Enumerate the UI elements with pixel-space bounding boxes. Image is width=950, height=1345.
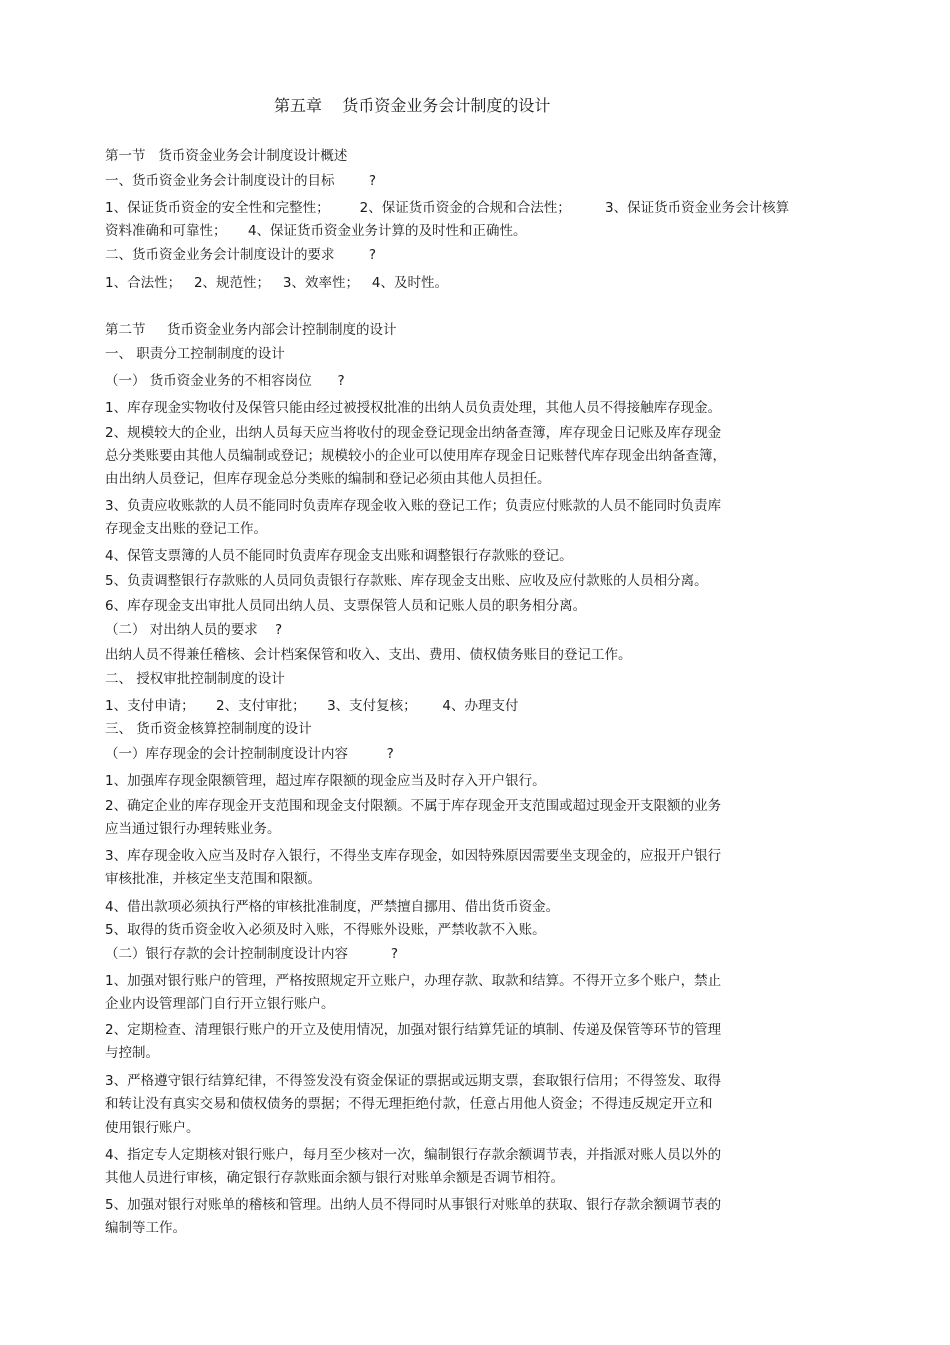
text-line: 审核批准，并核定坐支范围和限额。 — [105, 871, 321, 887]
text-line: 出纳人员不得兼任稽核、会计档案保管和收入、支出、费用、债权债务账目的登记工作。 — [105, 647, 632, 663]
subsection-heading: 三、 货币资金核算控制制度的设计 — [105, 721, 312, 737]
subsection-heading: 一、货币资金业务会计制度设计的目标 ? — [105, 173, 376, 189]
text-line: 使用银行账户。 — [105, 1120, 200, 1136]
text-line: 5、加强对银行对账单的稽核和管理。出纳人员不得同时从事银行对账单的获取、银行存款余额调节表的 — [105, 1197, 722, 1213]
text-line: 4、保管支票簿的人员不能同时负责库存现金支出账和调整银行存款账的登记。 — [105, 548, 573, 564]
subsection-heading: （二） 对出纳人员的要求 ? — [105, 622, 283, 638]
section-heading: 第二节 货币资金业务内部会计控制制度的设计 — [105, 322, 397, 338]
subsection-heading: 一、 职责分工控制制度的设计 — [105, 346, 285, 362]
text-line: 和转让没有真实交易和债权债务的票据；不得无理拒绝付款，任意占用他人资金；不得违反规定开立和 — [105, 1096, 713, 1112]
text-line: 1、保证货币资金的安全性和完整性； 2、保证货币资金的合规和合法性； 3、保证货币资金业务会计核算 — [105, 200, 790, 216]
text-line: 6、库存现金支出审批人员同出纳人员、支票保管人员和记账人员的职务相分离。 — [105, 598, 587, 614]
text-line: 其他人员进行审核，确定银行存款账面余额与银行对账单余额是否调节相符。 — [105, 1170, 564, 1186]
subsection-heading: （二）银行存款的会计控制制度设计内容 ? — [105, 946, 399, 962]
text-line: 2、定期检查、清理银行账户的开立及使用情况，加强对银行结算凭证的填制、传递及保管等环节的管理 — [105, 1022, 722, 1038]
text-line: 4、指定专人定期核对银行账户，每月至少核对一次，编制银行存款余额调节表，并指派对账人员以外的 — [105, 1147, 722, 1163]
section-heading: 第一节 货币资金业务会计制度设计概述 — [105, 148, 348, 164]
text-line: 3、库存现金收入应当及时存入银行，不得坐支库存现金，如因特殊原因需要坐支现金的，应报开户银行 — [105, 848, 722, 864]
text-line: 3、严格遵守银行结算纪律，不得签发没有资金保证的票据或远期支票，套取银行信用；不得签发、取得 — [105, 1073, 722, 1089]
text-line: 总分类账要由其他人员编制或登记；规模较小的企业可以使用库存现金日记账替代库存现金出纳备查簿， — [105, 448, 726, 464]
text-line: 1、加强对银行账户的管理，严格按照规定开立账户，办理存款、取款和结算。不得开立多个账户，禁止 — [105, 973, 722, 989]
text-line: 1、支付申请； 2、支付审批； 3、支付复核； 4、办理支付 — [105, 698, 519, 714]
text-line: 资料准确和可靠性； 4、保证货币资金业务计算的及时性和正确性。 — [105, 223, 527, 239]
text-line: 1、库存现金实物收付及保管只能由经过被授权批准的出纳人员负责处理，其他人员不得接触库存现金。 — [105, 400, 722, 416]
text-line: 1、加强库存现金限额管理，超过库存限额的现金应当及时存入开户银行。 — [105, 773, 546, 789]
text-line: 3、负责应收账款的人员不能同时负责库存现金收入账的登记工作；负责应付账款的人员不能同时负责库 — [105, 498, 722, 514]
text-line: 与控制。 — [105, 1045, 159, 1061]
subsection-heading: 二、 授权审批控制制度的设计 — [105, 671, 285, 687]
subsection-heading: （一） 货币资金业务的不相容岗位 ? — [105, 373, 345, 389]
subsection-heading: 二、货币资金业务会计制度设计的要求 ? — [105, 247, 376, 263]
text-line: 4、借出款项必须执行严格的审核批准制度，严禁擅自挪用、借出货币资金。 — [105, 899, 560, 915]
text-line: 由出纳人员登记，但库存现金总分类账的编制和登记必须由其他人员担任。 — [105, 471, 551, 487]
text-line: 企业内设管理部门自行开立银行账户。 — [105, 996, 335, 1012]
text-line: 存现金支出账的登记工作。 — [105, 521, 267, 537]
text-line: 5、负责调整银行存款账的人员同负责银行存款账、库存现金支出账、应收及应付款账的人员相分离。 — [105, 573, 708, 589]
text-line: 2、规模较大的企业，出纳人员每天应当将收付的现金登记现金出纳备查簿，库存现金日记账及库存现金 — [105, 425, 722, 441]
text-line: 1、合法性； 2、规范性； 3、效率性； 4、及时性。 — [105, 275, 448, 291]
text-line: 编制等工作。 — [105, 1220, 186, 1236]
text-line: 5、取得的货币资金收入必须及时入账，不得账外设账，严禁收款不入账。 — [105, 922, 546, 938]
text-line: 应当通过银行办理转账业务。 — [105, 821, 281, 837]
text-line: 2、确定企业的库存现金开支范围和现金支付限额。不属于库存现金开支范围或超过现金开支限额的业务 — [105, 798, 722, 814]
chapter-title: 第五章 货币资金业务会计制度的设计 — [274, 96, 551, 115]
subsection-heading: （一）库存现金的会计控制制度设计内容 ? — [105, 746, 394, 762]
